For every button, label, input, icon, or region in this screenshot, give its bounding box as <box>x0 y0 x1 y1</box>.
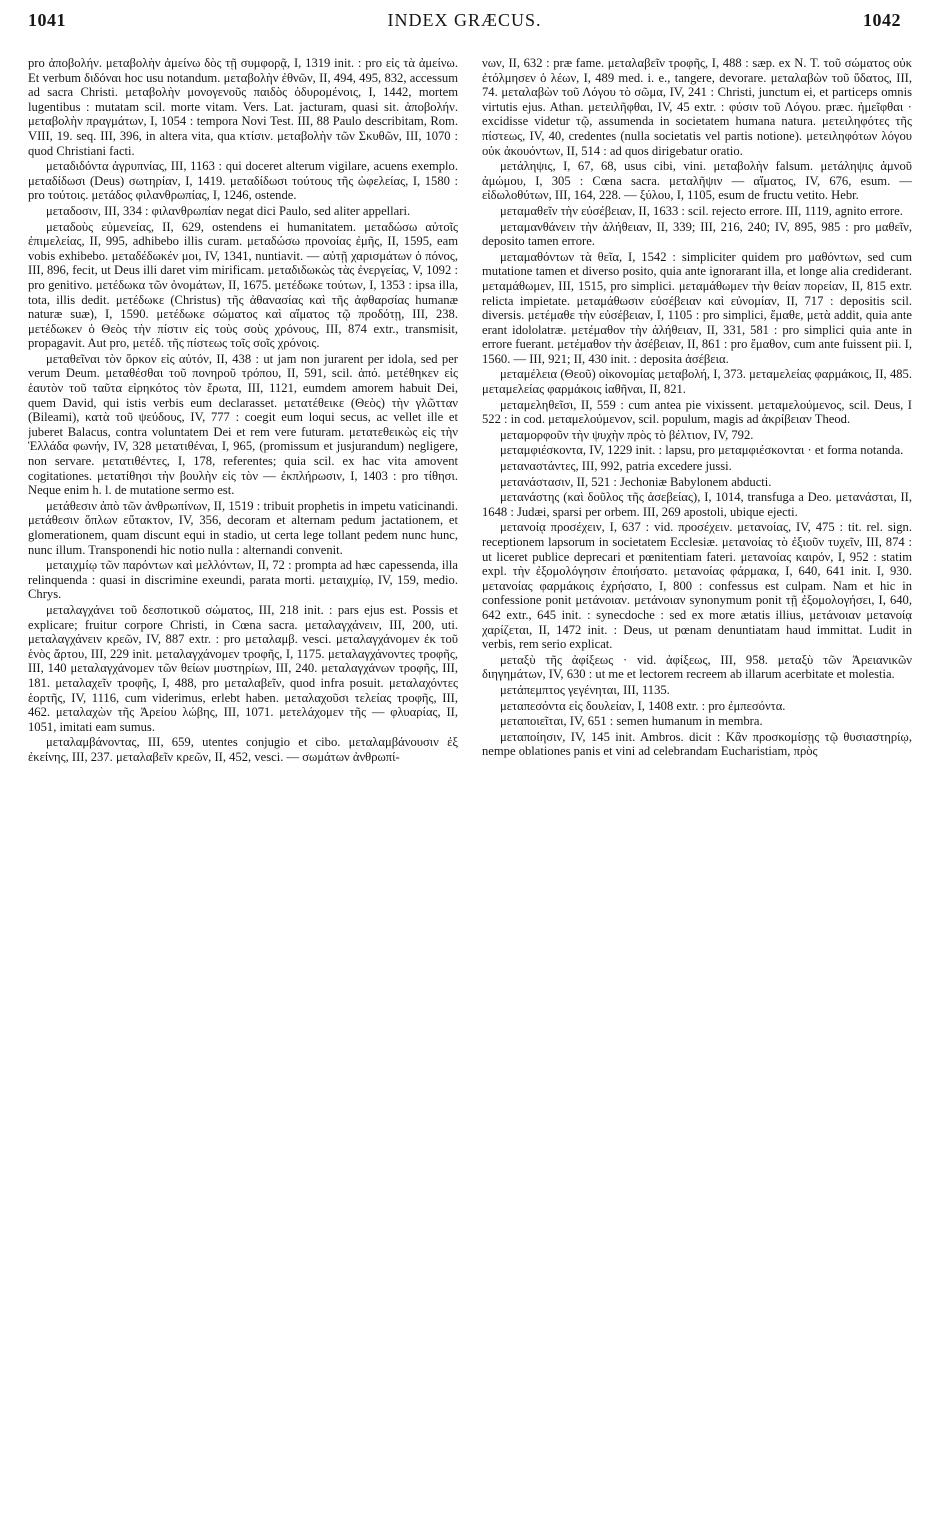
index-entry: μεταμέλεια (Θεοῦ) οἰκονομίας μεταβολή, I, 373. μεταμελείας φαρμάκοις, II, 485. μεταμελείας φαρμάκοις ἰαθῆναι, II, 821. <box>482 367 912 397</box>
index-entry: μετανάστασιν, II, 521 : Jechoniæ Babylonem abducti. <box>500 474 772 489</box>
index-entry: μεταδοσιν, III, 334 : φιλανθρωπίαν negat dici Paulo, sed aliter appellari. <box>46 203 411 218</box>
index-entry: μεταμφιέσκοντα, IV, 1229 init. : lapsu, pro μεταμφιέσκονται · et forma notanda. <box>500 443 904 458</box>
index-entry: μεταποιεῖται, IV, 651 : semen humanum in membra. <box>500 714 763 729</box>
index-entry: μεταπεσόντα εἰς δουλείαν, I, 1408 extr. : pro ἐμπεσόντα. <box>500 698 786 713</box>
index-entry: μετανάστης (καὶ δοῦλος τῆς ἀσεβείας), I, 1014, transfuga a Deo. μετανάσται, II, 1648 : Judæi, sparsi per orbem. III, 269 apostoli, ubique ejecti. <box>482 490 912 519</box>
index-entry: μεταμαθόντων τὰ θεῖα, I, 1542 : simpliciter quidem pro μαθόντων, sed cum mutatione tamen et diverso posito, quia ante ignorarant illa, et longe alia crediderant. μεταμάθωμεν, III, 1515, pro simplici. μεταμάθωμεν τὴν θείαν πορείαν, II, 815 extr. relicta impietate. μεταμάθωσιν εὐσέβειαν καὶ εὐνομίαν, II, 717 : depositis scil. diversis. μετέμαθε τὴν εὐσέβειαν, I, 1105 : pro simplici, ἔμαθε, μετὰ addit, quia ante erant idololatræ. μετέμαθον τὴν ἀλήθειαν, II, 331, 581 : pro simplici quia ante in errore fuerant. μετέμαθον τὴν ἀσέβειαν, II, 861 : pro ἔμαθον, cum ante fuissent pii. I, 1560. — III, 921; II, 430 init. : deposita ἀσέβεια. <box>482 249 912 366</box>
index-entry: μετάθεσιν ἀπὸ τῶν ἀνθρωπίνων, II, 1519 : tribuit prophetis in impetu vaticinandi. μετάθεσιν ὅπλων εὔτακτον, IV, 356, decoram et alternam pedum jactationem, et glomerationem, quam discunt equi in stadio, ut certa lege tollant pedem nunc hunc, nunc illum. Transponendi hic notio nulla : alternandi convenit. <box>28 498 458 557</box>
index-entry: pro ἀποβολήν. μεταβολὴν ἀμείνω δὸς τῇ συμφορᾷ, I, 1319 init. : pro εἰς τὰ ἀμείνω. Et verbum διδόναι hoc usu notandum. μεταβολὴν ἐθνῶν, II, 494, 495, 832, accessum ad sacra Christi. μεταβολὴν μονογενοῦς παιδὸς ὀδυρομένοις, I, 1442, mortem lugentibus : mutatam scil. morte vitam. Vers. Lat. jacturam, quasi sit. ἀποβολήν. μεταβολὴν πραγμάτων, I, 1054 : tempora Novi Test. III, 88 Paulo describitam, Rom. VIII, 19. seq. III, 396, in altera vita, qua κτίσιν. μεταβολὴν τῶν Σκυθῶν, III, 1070 : quod Christiani facti. <box>28 56 458 158</box>
index-entry: μεταξὺ τῆς ἀφίξεως · vid. ἀφίξεως, III, 958. μεταξὺ τῶν Ἀρειανικῶν διηγημάτων, IV, 630 : ut me et lectorem recreem ab illarum acerbitate et molestia. <box>482 652 912 682</box>
index-entry: μεταλαμβάνοντας, III, 659, utentes conjugio et cibo. μεταλαμβάνουσιν ἐξ ἐκείνης, III, 237. μεταλαβεῖν κρεῶν, II, 452, vesci. — σωμάτων ἀνθρωπί- <box>28 735 458 764</box>
index-entry: μετάπεμπτος γεγένηται, III, 1135. <box>500 682 670 697</box>
index-entry: μεταποίησιν, IV, 145 init. Ambros. dicit : Κἂν προσκομίσῃς τῷ θυσιαστηρίῳ, nempe oblationes panis et vini ad celebrandam Eucharistiam, πρὸς <box>482 729 912 759</box>
index-entry: μεταδιδόντα ἀγρυπνίας, III, 1163 : qui doceret alterum vigilare, acuens exemplo. μεταδίδωσι (Deus) σωτηρίαν, I, 1419. μεταδίδωσι τούτους τῆς ὠφελείας, I, 1580 : pro τούτοις. μετάδος φιλανθρωπίας, I, 1246, ostende. <box>28 159 458 203</box>
left-column <box>28 56 458 1526</box>
index-entry: μεταναστάντες, III, 992, patria excedere jussi. <box>500 459 732 474</box>
running-title: INDEX GRÆCUS. <box>387 10 542 30</box>
index-entry: μετανοίᾳ προσέχειν, I, 637 : vid. προσέχειν. μετανοίας, IV, 475 : tit. rel. sign. receptionem lapsorum in societatem Ecclesiæ. μετανοίας τὸ ἐξιοῦν τυχεῖν, III, 874 : ut liceret publice deprecari et pœnitentiam fateri. μετανοίας καιρόν, I, 952 : statim expl. τὴν ἐξομολόγησιν ἐποιήσατο. μετανοίας φάρμακα, I, 640, 641 init. I, 930. μετανοίας φαρμάκοις ἐχρήσατο, I, 800 : confessus est culpam. Nam et hic in confessione ponit μετάνοιαν. μετάνοιαν synonymum ponit τῇ ἐξομολογήσει, I, 640, 642 extr., 645 init. : synecdoche : sed ex more ætatis illius, μετάνοιαν μετανοίᾳ χαρίζεται, II, 1472 init. : Deus, ut pœnam denuntiatam haud immittat. Ludit in verbis, rem serio explicat. <box>482 520 912 652</box>
page-header <box>28 10 901 46</box>
page-number-right: 1042 <box>863 10 901 30</box>
index-entry: μεταμανθάνειν τὴν ἀλήθειαν, II, 339; III, 216, 240; IV, 895, 985 : pro μαθεῖν, deposito tamen errore. <box>482 219 912 249</box>
index-entry: μεταλαγχάνει τοῦ δεσποτικοῦ σώματος, III, 218 init. : pars ejus est. Possis et explicare; fruitur corpore Christi, in Cœna sacra. μεταλαγχάνειν, III, 200, uti. μεταλαγχάνειν κρεῶν, IV, 887 extr. : pro μεταλαμβ. vesci. μεταλαγχάνομεν ἐκ τοῦ ἑνὸς ἄρτου, III, 229 init. μεταλαγχάνομεν τροφῆς, I, 1175. μεταλαγχάνοντες τροφῆς, III, 140 μεταλαγχάνομεν τῶν θείων μυστηρίων, III, 240. μεταλαγχάνων τροφῆς, III, 181. μεταλαχεῖν τροφῆς, I, 488, pro μεταλαβεῖν, quod infra posuit. μεταλαχόντες ἑορτῆς, IV, 1116, cum viderimus, erlebt haben. μεταλαχοῦσι τελείας τροφῆς, III, 462. μεταλαχὼν τῆς Ἀρείου λώβης, III, 1071. μετελάχομεν τῆς — φλυαρίας, II, 1051, imitati eam sumus. <box>28 602 458 734</box>
index-entry: νων, II, 632 : præ fame. μεταλαβεῖν τροφῆς, I, 488 : sæp. ex N. T. τοῦ σώματος οὐκ ἐτόλμησεν ὁ λέων, I, 489 med. i. e., tangere, devorare. μεταλαβὼν τοῦ ὕδατος, III, 74. μεταλαβὼν τοῦ Λόγου τὸ σῶμα, IV, 241 : Christi, junctum ei, et particeps omnis virtutis ejus. Athan. μετειλῆφθαι, IV, 45 extr. : φύσιν τοῦ Λόγου. præc. ἠμεῖφθαι · excidisse videtur τῷ, assumenda in societatem humana natura. μετειληφότες τῆς πίστεως, IV, 40, credentes (nulla societatis vel partis notione). μετειληφότων λόγου οὐκ ἀκουόντων, II, 514 : ad quos dirigebatur oratio. <box>482 56 912 158</box>
index-entry: μεταθεῖναι τὸν ὅρκον εἰς αὐτόν, II, 438 : ut jam non jurarent per idola, sed per verum Deum. μεταθέσθαι τοῦ πονηροῦ τρόπου, II, 591, scil. ἀπό. μετέθηκεν εἰς ἑαυτὸν τοῦ ταῦτα εἰρηκότος τὸν ἔρωτα, III, 1121, eumdem amorem habuit Dei, quem David, qui istis verbis eum declarasset. μετατέθεικε (Θεὸς) τὴν γλῶτταν (Bileami), κατὰ τοῦ ψεύδους, IV, 777 : coegit eum loqui secus, ac vellet ille et juberet Balacus, contra voluntatem Dei et rem vere futuram. μετατεθεικὼς εἰς τὴν Ἑλλάδα φωνήν, IV, 328 μετατιθέναι, I, 965, (promissum et jusjurandum) negligere, non servare. μετατιθέντες, I, 178, referentes; quia scil. ex hac vita amovent cogitationes. μετατίθησι τὴν βουλὴν εἰς τὸν — ἐκπλήρωσιν, I, 1403 : pro τίθησι. Neque enim h. l. de mutatione sermo est. <box>28 351 458 498</box>
index-entry: μετάληψις, I, 67, 68, usus cibi, vini. μεταβολὴν falsum. μετάληψις ἀμνοῦ ἀμώμου, I, 305 : Cœna sacra. μεταλῆψιν — αἵματος, IV, 676, esum. — εἰδωλοθύτων, III, 164, 228. — ξύλου, I, 1105, esum de fructu vetito. Hebr. <box>482 159 912 203</box>
index-entry: μεταμορφοῦν τὴν ψυχὴν πρὸς τὸ βέλτιον, IV, 792. <box>500 427 754 442</box>
index-entry: μεταμαθεῖν τὴν εὐσέβειαν, II, 1633 : scil. rejecto errore. III, 1119, agnito errore. <box>500 203 903 218</box>
page-number-left: 1041 <box>28 10 66 30</box>
index-entry: μεταδοὺς εὐμενείας, II, 629, ostendens ei humanitatem. μεταδώσω αὐτοῖς ἐπιμελείας, II, 995, adhibebo illis curam. μεταδώσω προνοίας ἐμῆς, II, 1595, eam vobis exhibebo. μεταδέδωκέν μοι, IV, 1341, nuntiavit. — αὐτῇ χαρισμάτων ὁ πόνος, III, 896, fecit, ut Deus illi daret vim mirificam. μεταδιδωκὼς τὰς ἐνεργείας, V, 1092 : pro genitivo. μετέδωκα τῶν ὀνομάτων, II, 1675. μετέδωκε τούτων, I, 1353 : ipsa illa, tota, illis dedit. μετέδωκε (Christus) τῆς ἀθανασίας καὶ τῆς ἀφθαρσίας humanæ naturæ suæ), I, 1590. μετέδωκε σώματος καὶ αἵματος τῷ προδότῃ, III, 238. μετέδωκεν ὁ Θεὸς τὴν πίστιν εἰς τοὺς σοὺς χρόνους, III, 874 extr., transmisit, propagavit. Aut pro, μετέδ. τῆς πίστεως τοῖς σοῖς χρόνοις. <box>28 219 458 351</box>
index-entry: μεταμεληθεῖσι, II, 559 : cum antea pie vixissent. μεταμελούμενος, scil. Deus, I 522 : in cod. μεταμελούμενον, scil. populum, magis ad ἀκρίβειαν Theod. <box>482 397 912 427</box>
index-entry: μεταιχμίῳ τῶν παρόντων καὶ μελλόντων, II, 72 : prompta ad hæc capessenda, illa relinquenda : quasi in discrimine exeundi, parata morti. μεταιχμίῳ, IV, 159, medio. Chrys. <box>28 558 458 602</box>
right-column <box>482 56 912 1526</box>
